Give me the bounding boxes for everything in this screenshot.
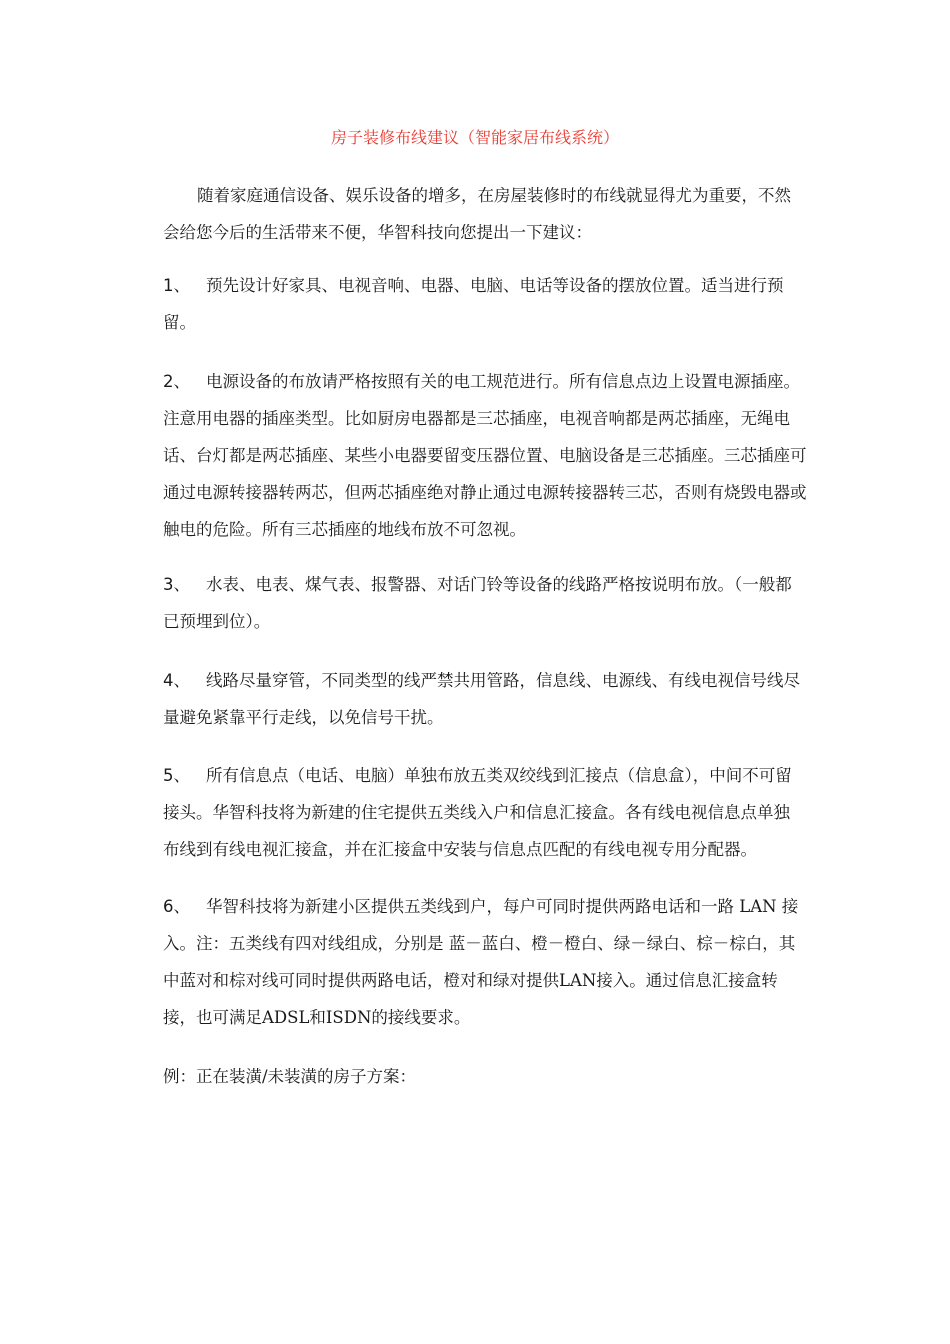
list-item [163, 267, 803, 341]
item-number: 1、 [163, 276, 190, 295]
item-text: 电源设备的布放请严格按照有关的电工规范进行。所有信息点边上设置电源插座。注意用电器的插座类型。比如厨房电器都是三芯插座，电视音响都是两芯插座，无绳电话、台灯都是两芯插座、某些小电器要留变压器位置、电脑设备是三芯插座。三芯插座可通过电源转接器转两芯，但两芯插座绝对静止通过电源转接器转三芯，否则有烧毁电器或触电的危险。所有三芯插座的地线布放不可忽视。 [163, 372, 807, 539]
item-number: 6、 [163, 897, 190, 916]
document-title: 房子装修布线建议（智能家居布线系统） [330, 128, 619, 147]
item-text: 所有信息点（电话、电脑）单独布放五类双绞线到汇接点（信息盒），中间不可留接头。华智科技将为新建的住宅提供五类线入户和信息汇接盒。各有线电视信息点单独布线到有线电视汇接盒，并在汇接盒中安装与信息点匹配的有线电视专用分配器。 [163, 766, 792, 859]
list-item [163, 363, 808, 548]
list-item [163, 566, 803, 640]
item-text: 华智科技将为新建小区提供五类线到户，每户可同时提供两路电话和一路 LAN 接入。注：五类线有四对线组成，分别是 蓝－蓝白、橙－橙白、绿－绿白、棕－棕白，其中蓝对和棕对线可同时提供两路电话，橙对和绿对提供LAN接入。通过信息汇接盒转接，也可满足ADSL和ISDN的接线要求。 [163, 897, 799, 1027]
list-item [163, 662, 803, 736]
item-number: 5、 [163, 766, 190, 785]
list-item [163, 757, 803, 868]
item-text: 水表、电表、煤气表、报警器、对话门铃等设备的线路严格按说明布放。（一般都已预埋到位）。 [163, 575, 792, 631]
example-paragraph: 例：正在装潢/未装潢的房子方案： [163, 1067, 417, 1086]
item-text: 预先设计好家具、电视音响、电器、电脑、电话等设备的摆放位置。适当进行预留。 [163, 276, 784, 332]
intro-paragraph: 随着家庭通信设备、娱乐设备的增多，在房屋装修时的布线就显得尤为重要，不然会给您今后的生活带来不便，华智科技向您提出一下建议： [163, 186, 791, 242]
item-text: 线路尽量穿管，不同类型的线严禁共用管路，信息线、电源线、有线电视信号线尽量避免紧靠平行走线，以免信号干扰。 [163, 671, 800, 727]
item-number: 4、 [163, 671, 190, 690]
item-number: 3、 [163, 575, 190, 594]
list-item [163, 888, 803, 1036]
item-number: 2、 [163, 372, 190, 391]
